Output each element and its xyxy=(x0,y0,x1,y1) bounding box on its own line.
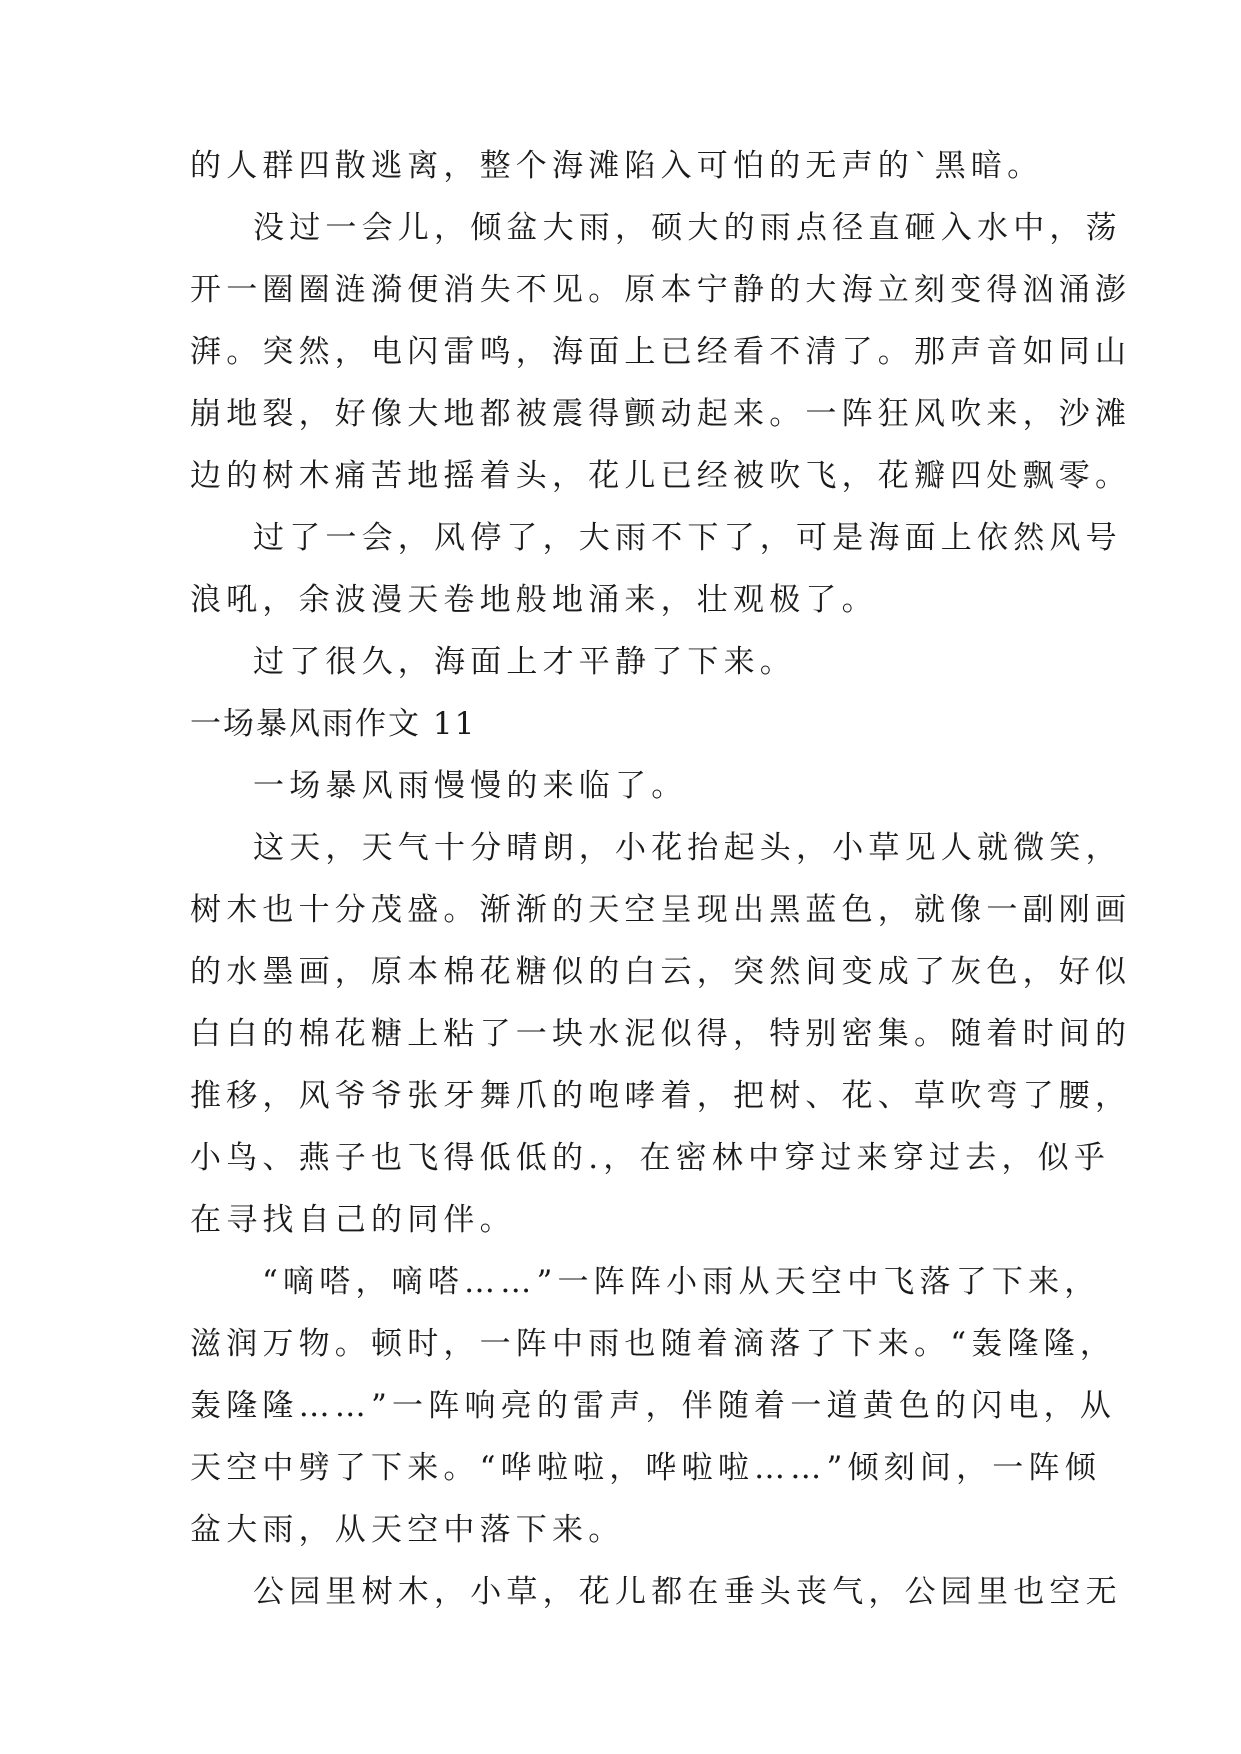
paragraph-start: 一场暴风雨慢慢的来临了。 xyxy=(253,768,688,804)
text-line: 开一圈圈涟漪便消失不见。原本宁静的大海立刻变得汹涌澎 xyxy=(190,272,1132,308)
text-line: 轰隆隆……”一阵响亮的雷声，伴随着一道黄色的闪电，从 xyxy=(190,1388,1117,1424)
section-heading: 一场暴风雨作文 11 xyxy=(190,706,477,742)
paragraph-start: 公园里树木，小草，花儿都在垂头丧气，公园里也空无 xyxy=(253,1574,1122,1610)
text-line: 树木也十分茂盛。渐渐的天空呈现出黑蓝色，就像一副刚画 xyxy=(190,892,1132,928)
text-line: 盆大雨，从天空中落下来。 xyxy=(190,1512,625,1548)
text-line: 浪吼，余波漫天卷地般地涌来，壮观极了。 xyxy=(190,582,878,618)
text-line: 湃。突然，电闪雷鸣，海面上已经看不清了。那声音如同山 xyxy=(190,334,1132,370)
text-line: 在寻找自己的同伴。 xyxy=(190,1202,516,1238)
text-line: 的水墨画，原本棉花糖似的白云，突然间变成了灰色，好似 xyxy=(190,954,1132,990)
paragraph-start: 这天，天气十分晴朗，小花抬起头，小草见人就微笑， xyxy=(253,830,1122,866)
text-line: 天空中劈了下来。“哗啦啦，哗啦啦……”倾刻间，一阵倾 xyxy=(190,1450,1101,1486)
text-line: 推移，风爷爷张牙舞爪的咆哮着，把树、花、草吹弯了腰， xyxy=(190,1078,1132,1114)
text-line: 滋润万物。顿时，一阵中雨也随着滴落了下来。“轰隆隆， xyxy=(190,1326,1117,1362)
paragraph-start: 过了很久，海面上才平静了下来。 xyxy=(253,644,796,680)
paragraph-start: “嘀嗒，嘀嗒……”一阵阵小雨从天空中飞落了下来， xyxy=(262,1264,1101,1300)
text-line: 边的树木痛苦地摇着头，花儿已经被吹飞，花瓣四处飘零。 xyxy=(190,458,1132,494)
text-line: 白白的棉花糖上粘了一块水泥似得，特别密集。随着时间的 xyxy=(190,1016,1132,1052)
text-line: 小鸟、燕子也飞得低低的.，在密林中穿过来穿过去，似乎 xyxy=(190,1140,1111,1176)
text-line: 崩地裂，好像大地都被震得颤动起来。一阵狂风吹来，沙滩 xyxy=(190,396,1132,432)
paragraph-start: 没过一会儿，倾盆大雨，硕大的雨点径直砸入水中，荡 xyxy=(253,210,1122,246)
paragraph-start: 过了一会，风停了，大雨不下了，可是海面上依然风号 xyxy=(253,520,1122,556)
text-line: 的人群四散逃离，整个海滩陷入可怕的无声的`黑暗。 xyxy=(190,148,1044,184)
